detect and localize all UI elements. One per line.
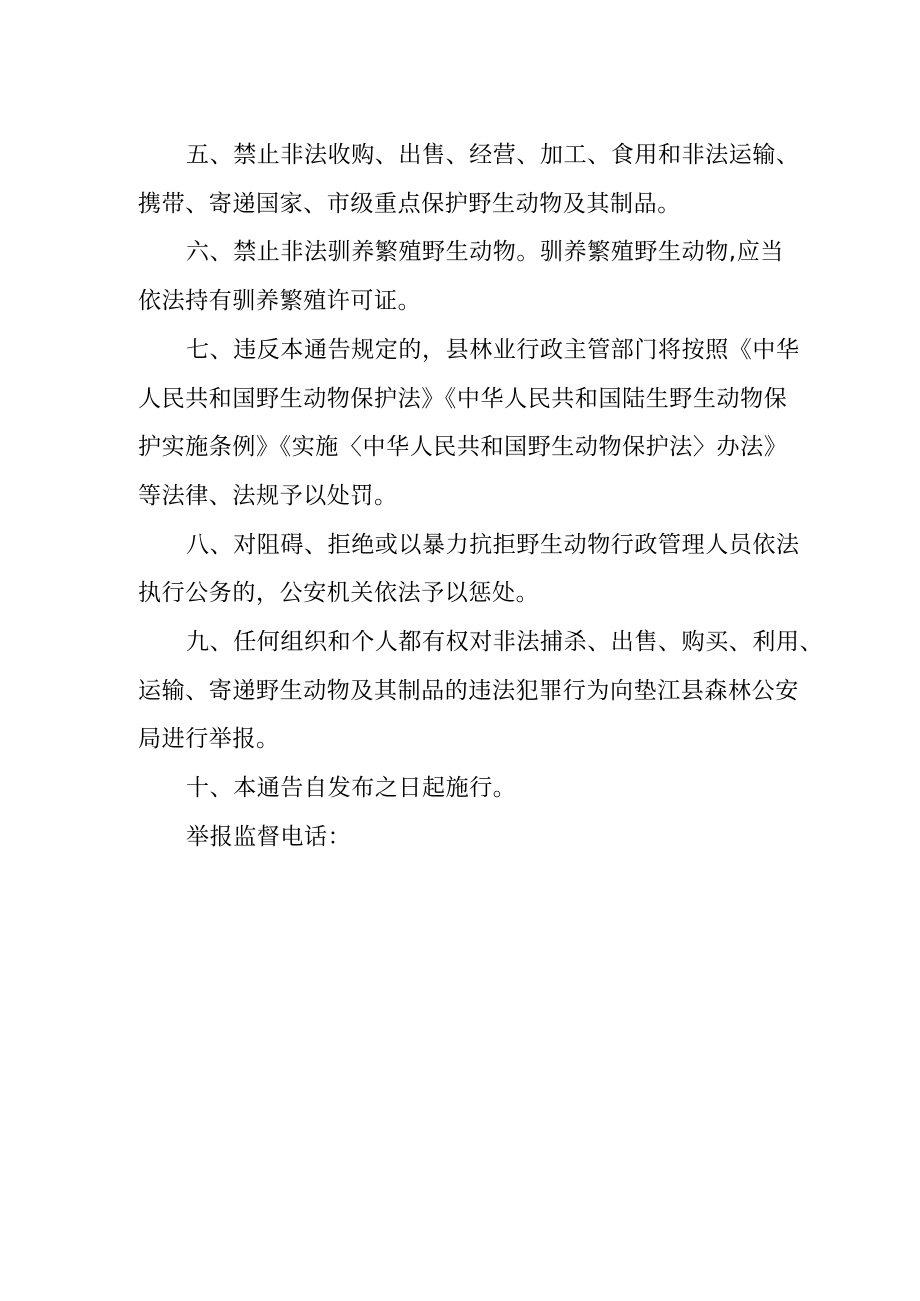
paragraph-item-6	[138, 228, 802, 325]
paragraph-item-9	[138, 618, 824, 764]
text-line: 十、本通告自发布之日起施行。	[186, 775, 517, 802]
document-body	[138, 131, 824, 862]
text-line: 局进行举报。	[138, 726, 280, 753]
paragraph-item-8	[138, 521, 802, 618]
text-line: 人民共和国野生动物保护法》《中华人民共和国陆生野生动物保	[138, 385, 788, 412]
text-line: 七、违反本通告规定的，县林业行政主管部门将按照《中华	[186, 336, 800, 363]
paragraph-hotline	[138, 813, 802, 862]
text-line: 九、任何组织和个人都有权对非法捕杀、出售、购买、利用、	[186, 629, 824, 656]
text-line: 八、对阻碍、拒绝或以暴力抗拒野生动物行政管理人员依法	[186, 531, 800, 558]
text-line: 六、禁止非法驯养繁殖野生动物。驯养繁殖野生动物,应当	[186, 239, 784, 266]
paragraph-item-10	[138, 764, 802, 813]
text-line: 携带、寄递国家、市级重点保护野生动物及其制品。	[138, 190, 681, 217]
text-line: 运输、寄递野生动物及其制品的违法犯罪行为向垫江县森林公安	[138, 677, 799, 704]
paragraph-item-7	[138, 326, 802, 521]
text-line: 执行公务的，公安机关依法予以惩处。	[138, 580, 540, 607]
text-line: 五、禁止非法收购、出售、经营、加工、食用和非法运输、	[186, 142, 800, 168]
text-line: 等法律、法规予以处罚。	[138, 482, 398, 509]
text-line: 依法持有驯养繁殖许可证。	[138, 288, 422, 315]
paragraph-item-5	[138, 131, 802, 228]
hotline-label: 举报监督电话：	[186, 823, 352, 850]
text-line: 护实施条例》《实施〈中华人民共和国野生动物保护法〉办法》	[138, 434, 788, 461]
